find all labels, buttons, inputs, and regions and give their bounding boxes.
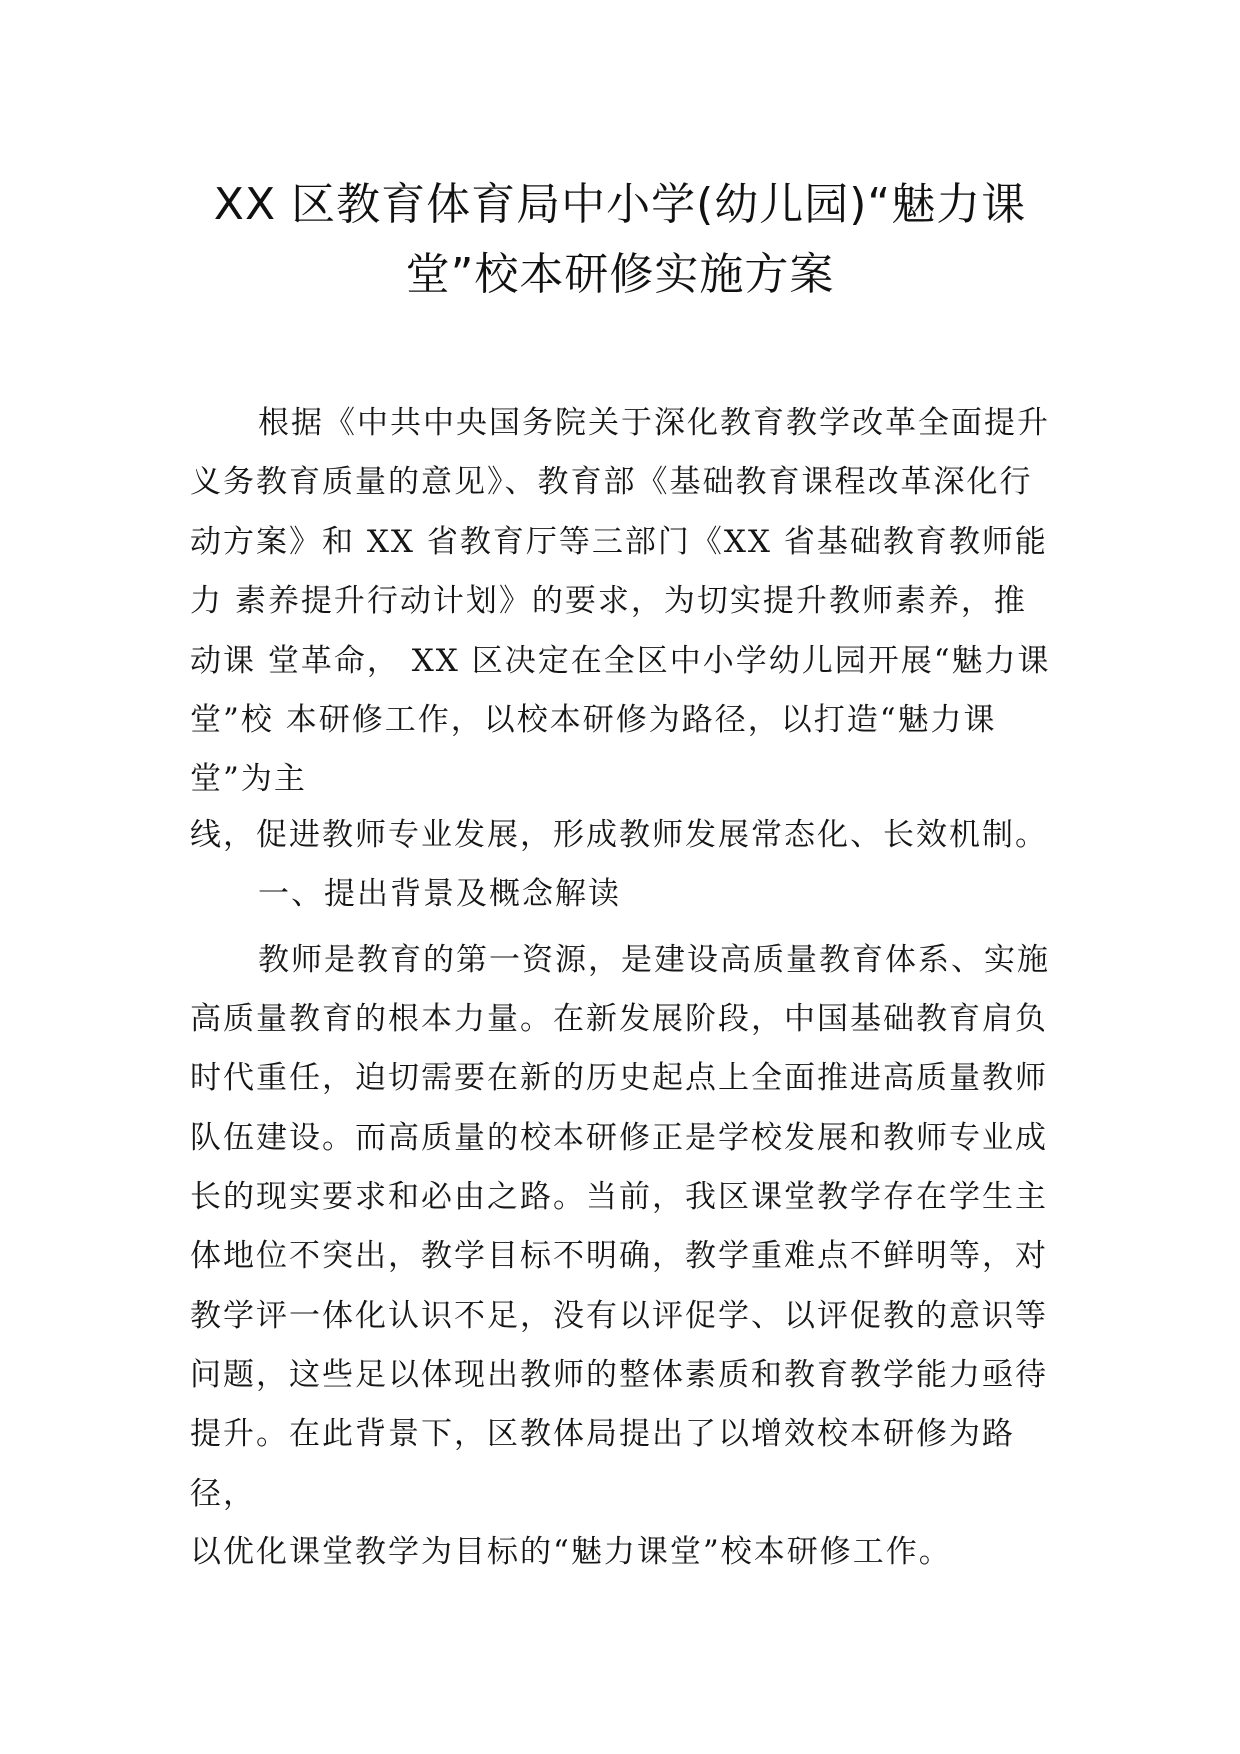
body-line-11: 时代重任，迫切需要在新的历史起点上全面推进高质量教师 bbox=[190, 1060, 1048, 1096]
title-line-2: 堂”校本研修实施方案 bbox=[405, 249, 835, 300]
body-line-14: 体地位不突出，教学目标不明确，教学重难点不鲜明等，对 bbox=[190, 1238, 1048, 1274]
body-line-6: 堂”校 本研修工作，以校本研修为路径，以打造“魅力课 bbox=[190, 702, 997, 738]
body-line-12: 队伍建设。而高质量的校本研修正是学校发展和教师专业成 bbox=[190, 1120, 1048, 1156]
body-line-15: 教学评一体化认识不足，没有以评促学、以评促教的意识等 bbox=[190, 1298, 1048, 1334]
body-line-9: 教师是教育的第一资源，是建设高质量教育体系、实施 bbox=[258, 942, 1050, 978]
body-line-16: 问题，这些足以体现出教师的整体素质和教育教学能力亟待 bbox=[190, 1357, 1048, 1393]
body-line-10: 高质量教育的根本力量。在新发展阶段，中国基础教育肩负 bbox=[190, 1001, 1048, 1037]
body-line-5: 动课 堂革命， XX 区决定在全区中小学幼儿园开展“魅力课 bbox=[190, 643, 1051, 679]
body-line-19: 以优化课堂教学为目标的“魅力课堂”校本研修工作。 bbox=[190, 1534, 952, 1570]
section-heading: 一、提出背景及概念解读 bbox=[258, 876, 621, 912]
body-line-2: 义务教育质量的意见》、教育部《基础教育课程改革深化行 bbox=[190, 464, 1033, 500]
body-line-1: 根据《中共中央国务院关于深化教育教学改革全面提升 bbox=[258, 405, 1050, 441]
body-line-13: 长的现实要求和必由之路。当前，我区课堂教学存在学生主 bbox=[190, 1179, 1048, 1215]
document-title bbox=[170, 170, 1070, 310]
body-line-7: 堂”为主 bbox=[190, 761, 307, 797]
body-line-3: 动方案》和 XX 省教育厅等三部门《XX 省基础教育教师能 bbox=[190, 524, 1048, 560]
body-line-18: 径， bbox=[190, 1476, 256, 1512]
body-line-4: 力 素养提升行动计划》的要求，为切实提升教师素养，推 bbox=[190, 583, 1027, 619]
body-line-8: 线，促进教师专业发展，形成教师发展常态化、长效机制。 bbox=[190, 817, 1048, 853]
body-line-17: 提升。在此背景下，区教体局提出了以增效校本研修为路 bbox=[190, 1416, 1015, 1452]
title-line-1: XX 区教育体育局中小学(幼儿园)“魅力课 bbox=[213, 179, 1027, 230]
